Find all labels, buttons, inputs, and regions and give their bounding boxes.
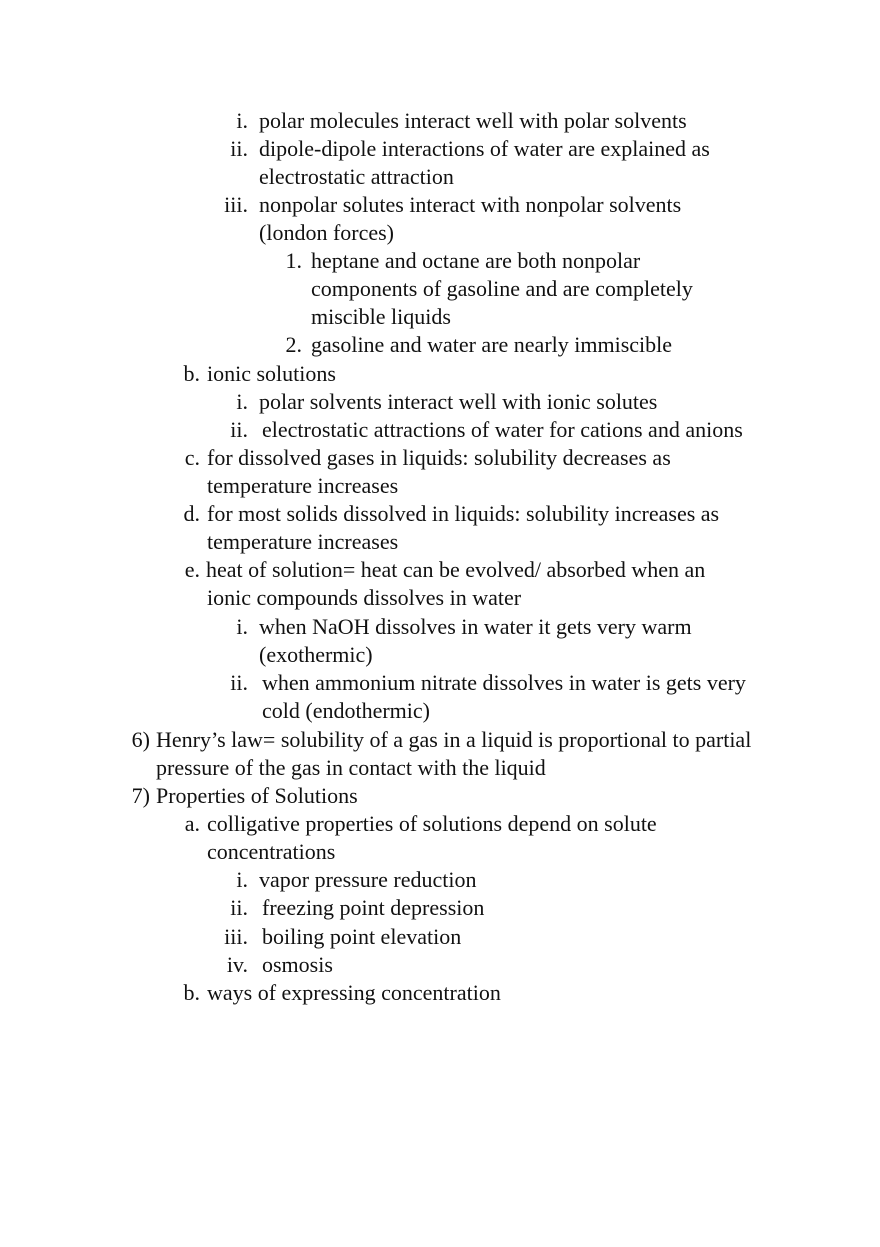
list-marker: 2. — [285, 332, 302, 357]
list-item-continuation: temperature increases — [207, 529, 399, 554]
list-item: Henry’s law= solubility of a gas in a liquid is proportional to partial — [156, 727, 752, 752]
list-item: dipole-dipole interactions of water are explained as — [259, 136, 710, 161]
list-item: boiling point elevation — [262, 924, 462, 949]
list-item-continuation: (exothermic) — [259, 642, 373, 667]
list-marker: a. — [184, 811, 200, 836]
list-item: when ammonium nitrate dissolves in water is gets very — [262, 670, 746, 695]
list-item-continuation: electrostatic attraction — [259, 164, 454, 189]
list-marker: b. — [183, 980, 200, 1005]
list-marker: 7) — [131, 783, 150, 808]
list-item-continuation: ionic compounds dissolves in water — [207, 585, 522, 610]
list-item: gasoline and water are nearly immiscible — [311, 332, 673, 357]
list-item-continuation: miscible liquids — [311, 304, 451, 329]
list-item: heat of solution= heat can be evolved/ absorbed when an — [206, 557, 706, 582]
list-marker: ii. — [230, 670, 248, 695]
list-marker: e. — [184, 557, 200, 582]
list-item-continuation: pressure of the gas in contact with the liquid — [156, 755, 546, 780]
list-marker: 6) — [131, 727, 150, 752]
list-item-continuation: cold (endothermic) — [262, 698, 430, 723]
list-item: when NaOH dissolves in water it gets very warm — [259, 614, 692, 639]
list-marker: ii. — [230, 895, 248, 920]
list-item: nonpolar solutes interact with nonpolar solvents — [259, 192, 682, 217]
list-marker: iii. — [224, 192, 248, 217]
list-item: polar solvents interact well with ionic solutes — [259, 389, 658, 414]
list-item: Properties of Solutions — [156, 783, 358, 808]
list-marker: 1. — [285, 248, 302, 273]
list-item: osmosis — [262, 952, 333, 977]
list-marker: i. — [236, 867, 248, 892]
list-marker: i. — [236, 389, 248, 414]
list-marker: i. — [236, 108, 248, 133]
list-item-continuation: concentrations — [207, 839, 336, 864]
list-item: vapor pressure reduction — [259, 867, 477, 892]
list-marker: iv. — [226, 952, 248, 977]
list-marker: c. — [184, 445, 200, 470]
list-marker: ii. — [230, 136, 248, 161]
list-item: ionic solutions — [207, 361, 336, 386]
list-item: polar molecules interact well with polar solvents — [259, 108, 687, 133]
list-item: colligative properties of solutions depend on solute — [207, 811, 657, 836]
list-marker: ii. — [230, 417, 248, 442]
list-item: ways of expressing concentration — [207, 980, 501, 1005]
list-item: for most solids dissolved in liquids: solubility increases as — [207, 501, 720, 526]
list-item-continuation: temperature increases — [207, 473, 399, 498]
list-item-continuation: components of gasoline and are completely — [311, 276, 693, 301]
list-marker: iii. — [224, 924, 248, 949]
list-marker: d. — [183, 501, 200, 526]
list-item-continuation: (london forces) — [259, 220, 395, 245]
list-item: freezing point depression — [262, 895, 485, 920]
list-item: heptane and octane are both nonpolar — [311, 248, 641, 273]
list-item: electrostatic attractions of water for cations and anions — [262, 417, 743, 442]
list-item: for dissolved gases in liquids: solubility decreases as — [207, 445, 671, 470]
list-marker: i. — [236, 614, 248, 639]
list-marker: b. — [183, 361, 200, 386]
